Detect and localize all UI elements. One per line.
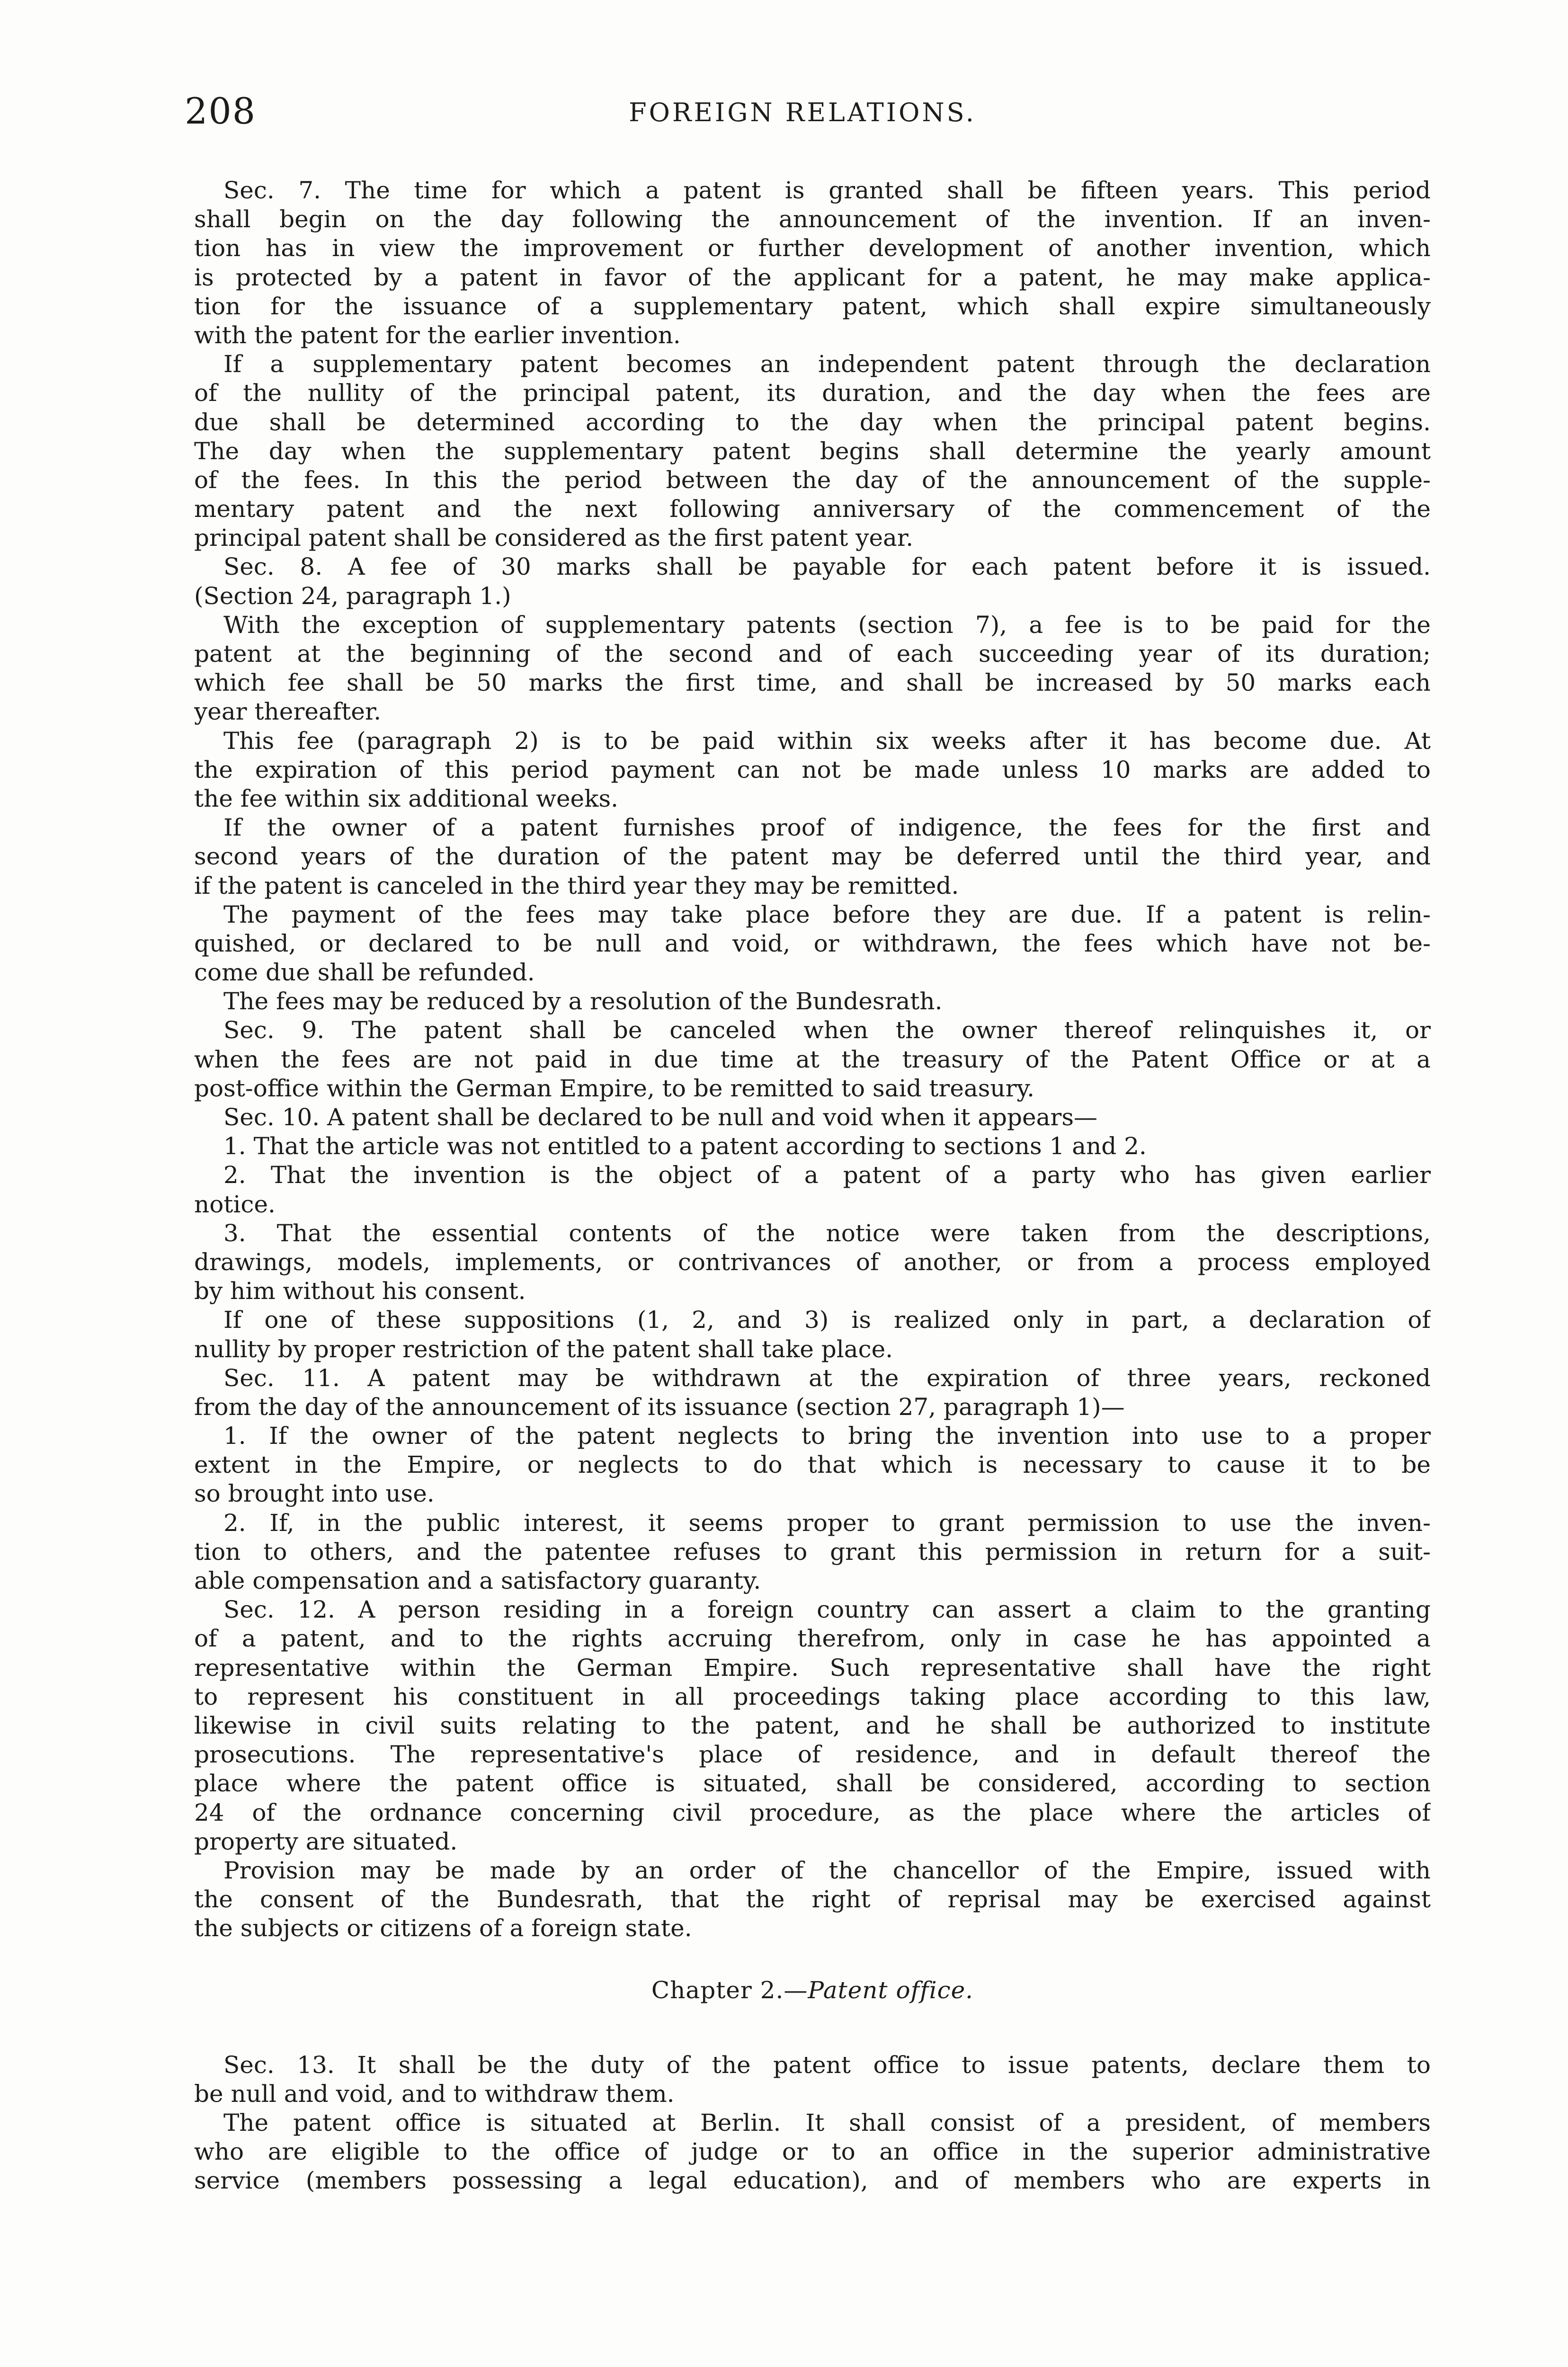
chapter-heading <box>194 1976 1431 2005</box>
text-line: tion has in view the improvement or further development of another invention, which <box>194 234 1431 262</box>
text-line: 1. That the article was not entitled to a patent according to sections 1 and 2. <box>223 1132 1147 1160</box>
text-line: If a supplementary patent becomes an independent patent through the declaration <box>223 350 1431 378</box>
section-13-onward <box>194 2051 1431 2196</box>
text-line: year thereafter. <box>194 698 382 726</box>
text-line: nullity by proper restriction of the patent shall take place. <box>194 1335 893 1363</box>
text-line: with the patent for the earlier invention. <box>194 321 681 349</box>
paragraph <box>194 611 1431 727</box>
paragraph <box>194 552 1431 610</box>
paragraph <box>194 1364 1431 1422</box>
text-line: Sec. 8. A fee of 30 marks shall be payable for each patent before it is issued. <box>223 553 1431 581</box>
text-line: Sec. 7. The time for which a patent is granted shall be fifteen years. This period <box>223 177 1431 204</box>
text-line: of a patent, and to the rights accruing therefrom, only in case he has appointed a <box>194 1625 1431 1653</box>
text-line: With the exception of supplementary patents (section 7), a fee is to be paid for the <box>223 611 1431 639</box>
text-line: (Section 24, paragraph 1.) <box>194 582 511 610</box>
paragraph <box>194 813 1431 900</box>
text-line: principal patent shall be considered as the first patent year. <box>194 524 914 552</box>
text-line: which fee shall be 50 marks the first time, and shall be increased by 50 marks each <box>194 669 1431 697</box>
text-line: so brought into use. <box>194 1480 435 1508</box>
text-line: patent at the beginning of the second and of each succeeding year of its duration; <box>194 640 1431 667</box>
text-line: mentary patent and the next following anniversary of the commencement of the <box>194 495 1431 523</box>
text-line: who are eligible to the office of judge or to an office in the superior administrative <box>194 2138 1431 2166</box>
text-line: of the nullity of the principal patent, its duration, and the day when the fees are <box>194 379 1431 407</box>
paragraph <box>194 1161 1431 1219</box>
text-line: by him without his consent. <box>194 1277 526 1305</box>
text-line: 2. That the invention is the object of a patent of a party who has given earlier <box>223 1161 1431 1189</box>
text-line: If one of these suppositions (1, 2, and 3) is realized only in part, a declaration of <box>223 1306 1431 1334</box>
text-line: to represent his constituent in all proceedings taking place according to this law, <box>194 1682 1431 1710</box>
text-line: service (members possessing a legal education), and of members who are experts in <box>194 2167 1431 2195</box>
text-line: Provision may be made by an order of the chancellor of the Empire, issued with <box>223 1856 1431 1884</box>
text-line: Sec. 12. A person residing in a foreign country can assert a claim to the granting <box>223 1596 1431 1624</box>
text-line: tion to others, and the patentee refuses to grant this permission in return for a suit- <box>194 1538 1431 1566</box>
text-line: the consent of the Bundesrath, that the right of reprisal may be exercised against <box>194 1886 1431 1913</box>
paragraph <box>194 1219 1431 1306</box>
text-line: The patent office is situated at Berlin. It shall consist of a president, of members <box>223 2109 1431 2137</box>
text-line: notice. <box>194 1190 276 1218</box>
paragraph <box>194 1103 1431 1132</box>
paragraph <box>194 1856 1431 1943</box>
text-line: The day when the supplementary patent begins shall determine the yearly amount <box>194 437 1431 465</box>
text-line: The payment of the fees may take place before they are due. If a patent is relin- <box>223 900 1431 928</box>
paragraph <box>194 176 1431 350</box>
text-line: of the fees. In this the period between the day of the announcement of the supple- <box>194 466 1431 494</box>
text-line: is protected by a patent in favor of the applicant for a patent, he may make applica- <box>194 263 1431 291</box>
paragraph <box>194 1509 1431 1596</box>
page-header <box>185 85 1420 137</box>
text-line: post-office within the German Empire, to be remitted to said treasury. <box>194 1074 1034 1102</box>
text-line: 3. That the essential contents of the notice were taken from the descriptions, <box>223 1219 1431 1247</box>
paragraph <box>194 987 1431 1016</box>
text-line: shall begin on the day following the announcement of the invention. If an inven- <box>194 205 1431 233</box>
text-line: extent in the Empire, or neglects to do that which is necessary to cause it to be <box>194 1451 1431 1479</box>
text-line: when the fees are not paid in due time at the treasury of the Patent Office or at a <box>194 1045 1431 1073</box>
text-line: The fees may be reduced by a resolution of the Bundesrath. <box>223 988 943 1015</box>
text-line: the expiration of this period payment can not be made unless 10 marks are added to <box>194 756 1431 783</box>
text-line: If the owner of a patent furnishes proof of indigence, the fees for the first and <box>223 814 1431 842</box>
text-line: able compensation and a satisfactory guaranty. <box>194 1567 761 1594</box>
chapter-label: Chapter 2.— <box>651 1976 808 2004</box>
text-line: come due shall be refunded. <box>194 959 535 987</box>
chapter-title: Patent office. <box>808 1976 974 2004</box>
paragraph <box>194 1422 1431 1509</box>
paragraph <box>194 1132 1431 1161</box>
text-line: prosecutions. The representative's place of residence, and in default thereof the <box>194 1741 1431 1769</box>
text-line: property are situated. <box>194 1827 458 1855</box>
text-line: 2. If, in the public interest, it seems proper to grant permission to use the inven- <box>223 1509 1431 1537</box>
body-text <box>194 176 1431 2196</box>
text-line: 1. If the owner of the patent neglects to bring the invention into use to a proper <box>223 1422 1431 1450</box>
text-line: This fee (paragraph 2) is to be paid within six weeks after it has become due. At <box>223 727 1431 755</box>
text-line: drawings, models, implements, or contrivances of another, or from a process employed <box>194 1248 1431 1276</box>
text-line: be null and void, and to withdraw them. <box>194 2080 675 2108</box>
paragraph <box>194 900 1431 988</box>
paragraph <box>194 350 1431 552</box>
text-line: tion for the issuance of a supplementary patent, which shall expire simultaneously <box>194 292 1431 320</box>
text-line: second years of the duration of the patent may be deferred until the third year, and <box>194 843 1431 871</box>
text-line: likewise in civil suits relating to the patent, and he shall be authorized to institute <box>194 1711 1431 1739</box>
text-line: Sec. 9. The patent shall be canceled when the owner thereof relinquishes it, or <box>223 1016 1431 1044</box>
text-line: place where the patent office is situated, shall be considered, according to section <box>194 1770 1431 1797</box>
text-line: due shall be determined according to the day when the principal patent begins. <box>194 408 1431 436</box>
paragraph <box>194 1016 1431 1103</box>
paragraph <box>194 1306 1431 1363</box>
text-line: if the patent is canceled in the third year they may be remitted. <box>194 872 959 899</box>
text-line: Sec. 11. A patent may be withdrawn at the expiration of three years, reckoned <box>223 1364 1431 1392</box>
text-line: the fee within six additional weeks. <box>194 784 618 812</box>
text-line: quished, or declared to be null and void, or withdrawn, the fees which have not be- <box>194 929 1431 957</box>
sections-7-to-12 <box>194 176 1431 1943</box>
running-head: FOREIGN RELATIONS. <box>629 98 976 127</box>
page-number: 208 <box>185 90 257 132</box>
paragraph <box>194 727 1431 814</box>
text-line: representative within the German Empire. Such representative shall have the right <box>194 1654 1431 1682</box>
text-line: Sec. 10. A patent shall be declared to be null and void when it appears— <box>223 1103 1098 1131</box>
text-line: from the day of the announcement of its issuance (section 27, paragraph 1)— <box>194 1393 1125 1421</box>
text-line: Sec. 13. It shall be the duty of the patent office to issue patents, declare them to <box>223 2051 1431 2079</box>
text-line: the subjects or citizens of a foreign state. <box>194 1914 692 1942</box>
text-line: 24 of the ordnance concerning civil procedure, as the place where the articles of <box>194 1798 1431 1826</box>
paragraph <box>194 1595 1431 1856</box>
paragraph <box>194 2109 1431 2196</box>
paragraph <box>194 2051 1431 2109</box>
